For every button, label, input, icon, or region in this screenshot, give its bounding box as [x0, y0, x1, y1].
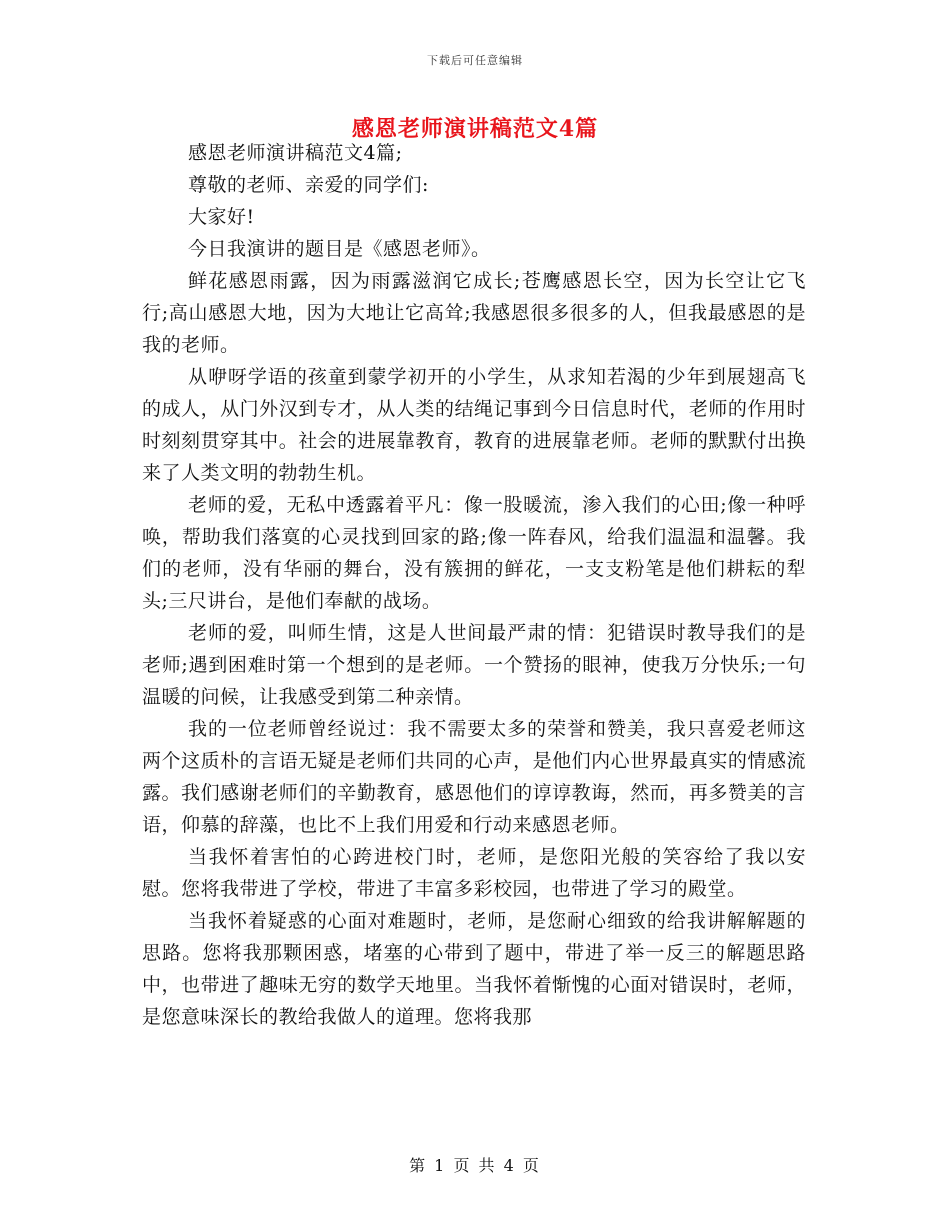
paragraph: 当我怀着害怕的心跨进校门时，老师，是您阳光般的笑容给了我以安慰。您将我带进了学校，带进了丰富多彩校园，也带进了学习的殿堂。 — [142, 846, 806, 900]
paragraph: 感恩老师演讲稿范文4篇; — [188, 142, 403, 164]
paragraph: 老师的爱，叫师生情，这是人世间最严肃的情：犯错误时教导我们的是老师;遇到困难时第一个想到的是老师。一个赞扬的眼神，使我万分快乐;一句温暖的问候，让我感受到第二种亲情。 — [142, 622, 806, 708]
paragraph: 老师的爱，无私中透露着平凡：像一股暖流，渗入我们的心田;像一种呼唤，帮助我们落寞的心灵找到回家的路;像一阵春风，给我们温温和温馨。我们的老师，没有华丽的舞台，没有簇拥的鲜花，一支支粉笔是他们耕耘的犁头;三尺讲台，是他们奉献的战场。 — [142, 494, 806, 612]
paragraph: 从咿呀学语的孩童到蒙学初开的小学生，从求知若渴的少年到展翅高飞的成人，从门外汉到专才，从人类的结绳记事到今日信息时代，老师的作用时时刻刻贯穿其中。社会的进展靠教育，教育的进展靠老师。老师的默默付出换来了人类文明的勃勃生机。 — [142, 366, 806, 484]
document-body — [142, 137, 806, 1033]
paragraph: 大家好! — [188, 206, 255, 228]
page-number-footer: 第 1 页 共 4 页 — [409, 1156, 541, 1175]
document-title: 感恩老师演讲稿范文4篇 — [351, 116, 599, 142]
paragraph: 鲜花感恩雨露，因为雨露滋润它成长;苍鹰感恩长空，因为长空让它飞行;高山感恩大地，因为大地让它高耸;我感恩很多很多的人，但我最感恩的是我的老师。 — [142, 270, 806, 356]
paragraph: 当我怀着疑惑的心面对难题时，老师，是您耐心细致的给我讲解解题的思路。您将我那颗困惑，堵塞的心带到了题中，带进了举一反三的解题思路中，也带进了趣味无穷的数学天地里。当我怀着惭愧的心面对错误时，老师，是您意味深长的教给我做人的道理。您将我那 — [142, 910, 806, 1028]
header-note: 下载后可任意编辑 — [427, 54, 523, 67]
paragraph: 今日我演讲的题目是《感恩老师》。 — [188, 238, 491, 260]
paragraph: 我的一位老师曾经说过：我不需要太多的荣誉和赞美，我只喜爱老师这两个这质朴的言语无疑是老师们共同的心声，是他们内心世界最真实的情感流露。我们感谢老师们的辛勤教育，感恩他们的谆谆教诲，然而，再多赞美的言语，仰慕的辞藻，也比不上我们用爱和行动来感恩老师。 — [142, 718, 806, 836]
paragraph: 尊敬的老师、亲爱的同学们: — [188, 174, 429, 196]
